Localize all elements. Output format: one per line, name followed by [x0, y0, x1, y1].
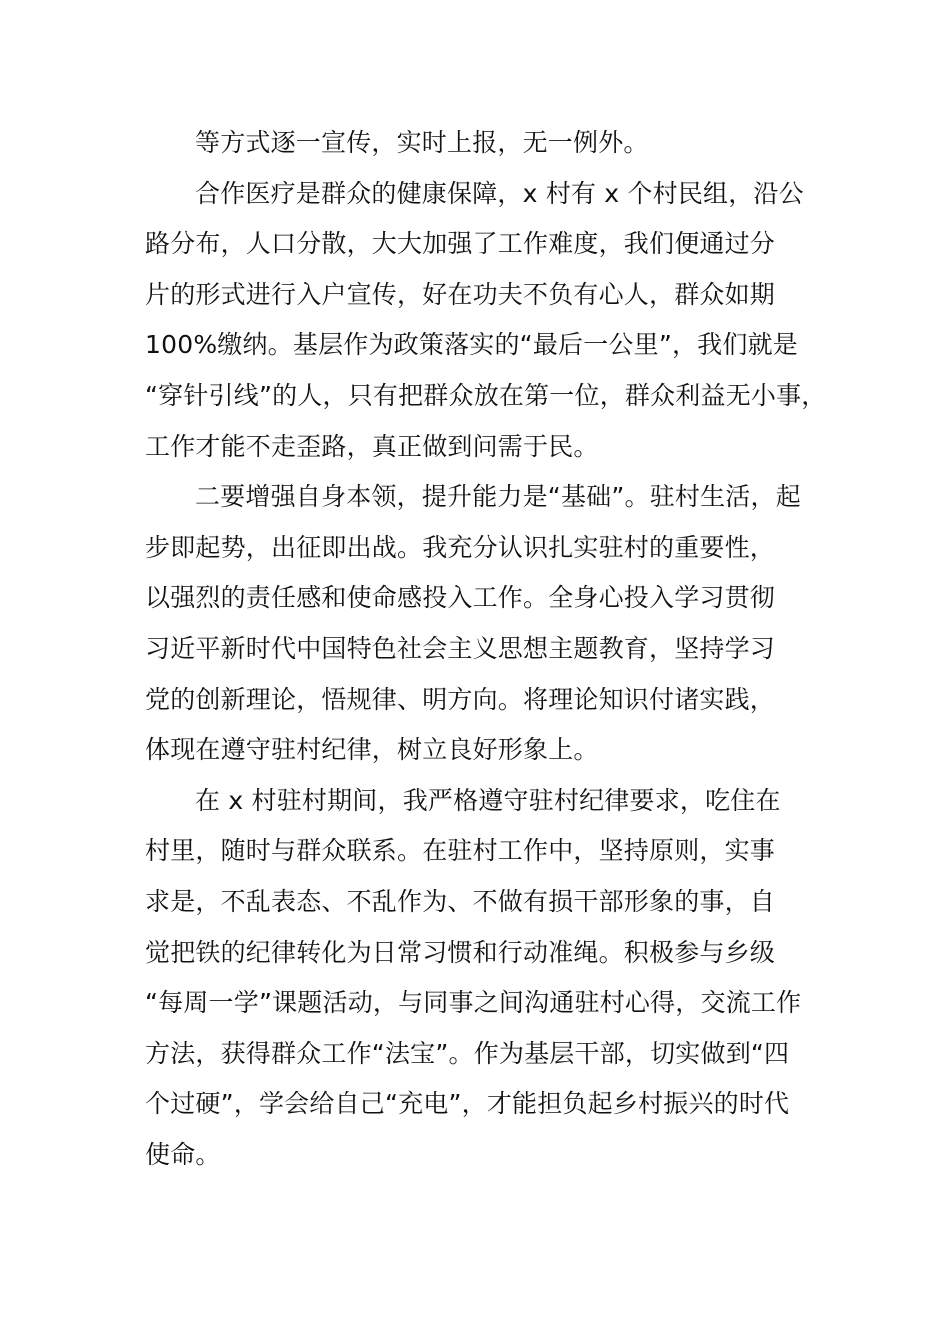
text-line: 村里，随时与群众联系。在驻村工作中，坚持原则，实事 [145, 836, 776, 866]
paragraph-first-line: 合作医疗是群众的健康保障，x 村有 x 个村民组，沿公 [195, 178, 804, 208]
text-line: 党的创新理论，悟规律、明方向。将理论知识付诸实践， [145, 684, 776, 714]
text-line: 100%缴纳。基层作为政策落实的“最后一公里”，我们就是 [145, 330, 798, 360]
text-line: 求是，不乱表态、不乱作为、不做有损干部形象的事，自 [145, 886, 776, 916]
text-line: 个过硬”，学会给自己“充电”，才能担负起乡村振兴的时代 [145, 1089, 790, 1119]
text-line: 路分布，人口分散，大大加强了工作难度，我们便通过分 [145, 229, 776, 259]
text-line: 以强烈的责任感和使命感投入工作。全身心投入学习贯彻 [145, 583, 776, 613]
text-line: 方法，获得群众工作“法宝”。作为基层干部，切实做到“四 [145, 1038, 790, 1068]
paragraph-first-line: 二要增强自身本领，提升能力是“基础”。驻村生活，起 [195, 482, 801, 512]
text-line: 工作才能不走歪路，真正做到问需于民。 [145, 431, 599, 461]
text-line: 等方式逐一宣传，实时上报，无一例外。 [195, 128, 649, 157]
text-line: “每周一学”课题活动，与同事之间沟通驻村心得，交流工作 [145, 988, 802, 1018]
text-line: 习近平新时代中国特色社会主义思想主题教育，坚持学习 [145, 633, 776, 663]
text-line: 片的形式进行入户宣传，好在功夫不负有心人，群众如期 [145, 279, 776, 309]
document-body [145, 118, 835, 1180]
paragraph-first-line: 在 x 村驻村期间，我严格遵守驻村纪律要求，吃住在 [195, 785, 781, 815]
text-line: 觉把铁的纪律转化为日常习惯和行动准绳。积极参与乡级 [145, 937, 776, 967]
text-line: “穿针引线”的人，只有把群众放在第一位，群众利益无小事， [145, 380, 827, 410]
text-line: 步即起势，出征即出战。我充分认识扎实驻村的重要性， [145, 532, 776, 562]
text-line: 使命。 [145, 1139, 221, 1169]
text-line: 体现在遵守驻村纪律，树立良好形象上。 [145, 735, 599, 765]
